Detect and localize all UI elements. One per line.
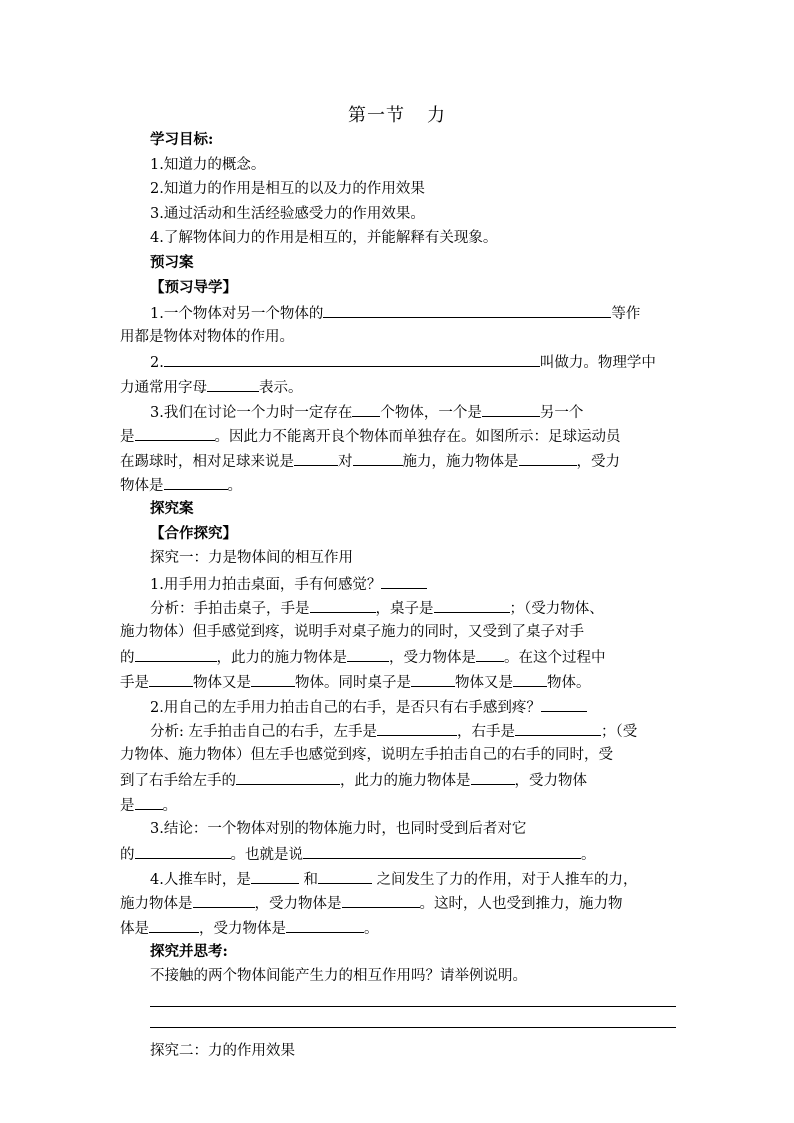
answer-blank[interactable]	[251, 669, 295, 687]
analysis-2-line-3: 到了右手给左手的 ，此力的施力物体是 ，受力物体	[120, 767, 676, 792]
explore-heading: 探究案	[150, 499, 194, 517]
question-3-line-2: 是 。因此力不能离开良个物体而单独存在。如图所示：足球运动员	[120, 423, 676, 448]
analysis-2-line-2: 力物体、施力物体）但左手也感觉到疼，说明左手拍击自己的右手的同时，受	[120, 746, 613, 763]
push-question-line-3: 体是 ，受力物体是 。	[120, 915, 676, 940]
analysis-1-line-2: 施力物体）但手感觉到疼，说明手对桌子施力的同时，又受到了桌子对手	[120, 623, 584, 640]
answer-blank[interactable]	[353, 448, 403, 466]
think-heading: 探究并思考:	[150, 942, 228, 960]
question-2-line-2: 力通常用字母 表示。	[120, 374, 676, 399]
answer-blank[interactable]	[471, 767, 515, 785]
answer-line[interactable]	[150, 1027, 676, 1028]
goal-item: 2.知道力的作用是相互的以及力的作用效果	[150, 181, 425, 198]
analysis-1-line-1: 分析：手拍击桌子，手是 ，桌子是 ；（受力物体、	[120, 595, 676, 620]
goal-item: 4.了解物体间力的作用是相互的，并能解释有关现象。	[150, 230, 498, 247]
worksheet-body	[120, 128, 676, 1063]
goal-item: 3.通过活动和生活经验感受力的作用效果。	[150, 205, 425, 222]
answer-blank[interactable]	[135, 423, 215, 441]
answer-blank[interactable]	[347, 644, 389, 662]
goals-heading: 学习目标:	[150, 131, 214, 148]
answer-blank[interactable]	[303, 841, 581, 859]
answer-blank[interactable]	[135, 644, 217, 662]
answer-blank[interactable]	[135, 841, 231, 859]
question-3-line-3: 在踢球时，相对足球来说是 对 施力，施力物体是 ，受力	[120, 448, 676, 473]
question-3-line-1: 3.我们在讨论一个力时一定存在 个物体，一个是 另一个	[120, 399, 676, 424]
answer-blank[interactable]	[323, 300, 611, 318]
answer-blank[interactable]	[251, 866, 299, 884]
push-question-line-2: 施力物体是 ，受力物体是 。这时，人也受到推力，施力物	[120, 890, 676, 915]
explore-question-2: 2.用自己的左手用力拍击自己的右手，是否只有右手感到疼？	[120, 694, 676, 719]
answer-blank[interactable]	[149, 669, 193, 687]
question-3-line-4: 物体是 。	[120, 472, 676, 497]
analysis-2-line-4: 是 。	[120, 792, 676, 817]
preview-heading: 预习案	[150, 253, 194, 271]
answer-blank[interactable]	[482, 399, 540, 417]
title-topic: 力	[427, 105, 446, 126]
answer-blank[interactable]	[207, 374, 259, 392]
answer-blank[interactable]	[164, 349, 540, 367]
answer-blank[interactable]	[434, 595, 510, 613]
answer-blank[interactable]	[476, 644, 504, 662]
preview-subheading: 【预习导学】	[150, 278, 237, 296]
answer-blank[interactable]	[352, 399, 380, 417]
analysis-2-line-1: 分析: 左手拍击自己的右手，左手是 ，右手是 ；（受	[120, 718, 676, 743]
answer-blank[interactable]	[149, 915, 199, 933]
answer-blank[interactable]	[411, 669, 455, 687]
explore-topic-1: 探究一：力是物体间的相互作用	[150, 550, 353, 567]
answer-blank[interactable]	[377, 718, 457, 736]
answer-blank[interactable]	[515, 718, 601, 736]
answer-blank[interactable]	[381, 571, 427, 589]
answer-blank[interactable]	[294, 448, 338, 466]
answer-blank[interactable]	[310, 595, 376, 613]
answer-blank[interactable]	[318, 866, 372, 884]
goal-item: 1.知道力的概念。	[150, 156, 266, 173]
analysis-1-line-4: 手是 物体又是 物体。同时桌子是 物体又是 物体。	[120, 669, 676, 694]
answer-blank[interactable]	[193, 890, 255, 908]
answer-blank[interactable]	[135, 792, 163, 810]
answer-blank[interactable]	[541, 694, 587, 712]
conclusion-line-1: 3.结论：一个物体对别的物体施力时，也同时受到后者对它	[150, 820, 527, 837]
explore-question-1: 1.用手用力拍击桌面，手有何感觉？	[120, 571, 676, 596]
answer-blank[interactable]	[164, 472, 228, 490]
explore-subheading: 【合作探究】	[150, 524, 237, 542]
answer-blank[interactable]	[519, 448, 577, 466]
page-title	[0, 101, 794, 127]
question-1-line-1: 1.一个物体对另一个物体的 等作	[120, 300, 676, 325]
analysis-1-line-3: 的 ，此力的施力物体是 ，受力物体是 。在这个过程中	[120, 644, 676, 669]
question-2-line-1: 2. 叫做力。物理学中	[120, 349, 676, 374]
answer-line-area	[120, 989, 676, 1039]
answer-blank[interactable]	[236, 767, 340, 785]
think-question: 不接触的两个物体间能产生力的相互作用吗？请举例说明。	[150, 968, 527, 985]
explore-topic-2: 探究二：力的作用效果	[150, 1042, 295, 1059]
push-question-line-1: 4.人推车时，是 和 之间发生了力的作用，对于人推车的力，	[120, 866, 676, 891]
title-section: 第一节	[348, 105, 405, 126]
answer-blank[interactable]	[342, 890, 420, 908]
answer-blank[interactable]	[286, 915, 364, 933]
conclusion-line-2: 的 。也就是说 。	[120, 841, 676, 866]
answer-blank[interactable]	[513, 669, 547, 687]
question-1-line-2: 用都是物体对物体的作用。	[120, 328, 294, 345]
answer-line[interactable]	[150, 1006, 676, 1007]
